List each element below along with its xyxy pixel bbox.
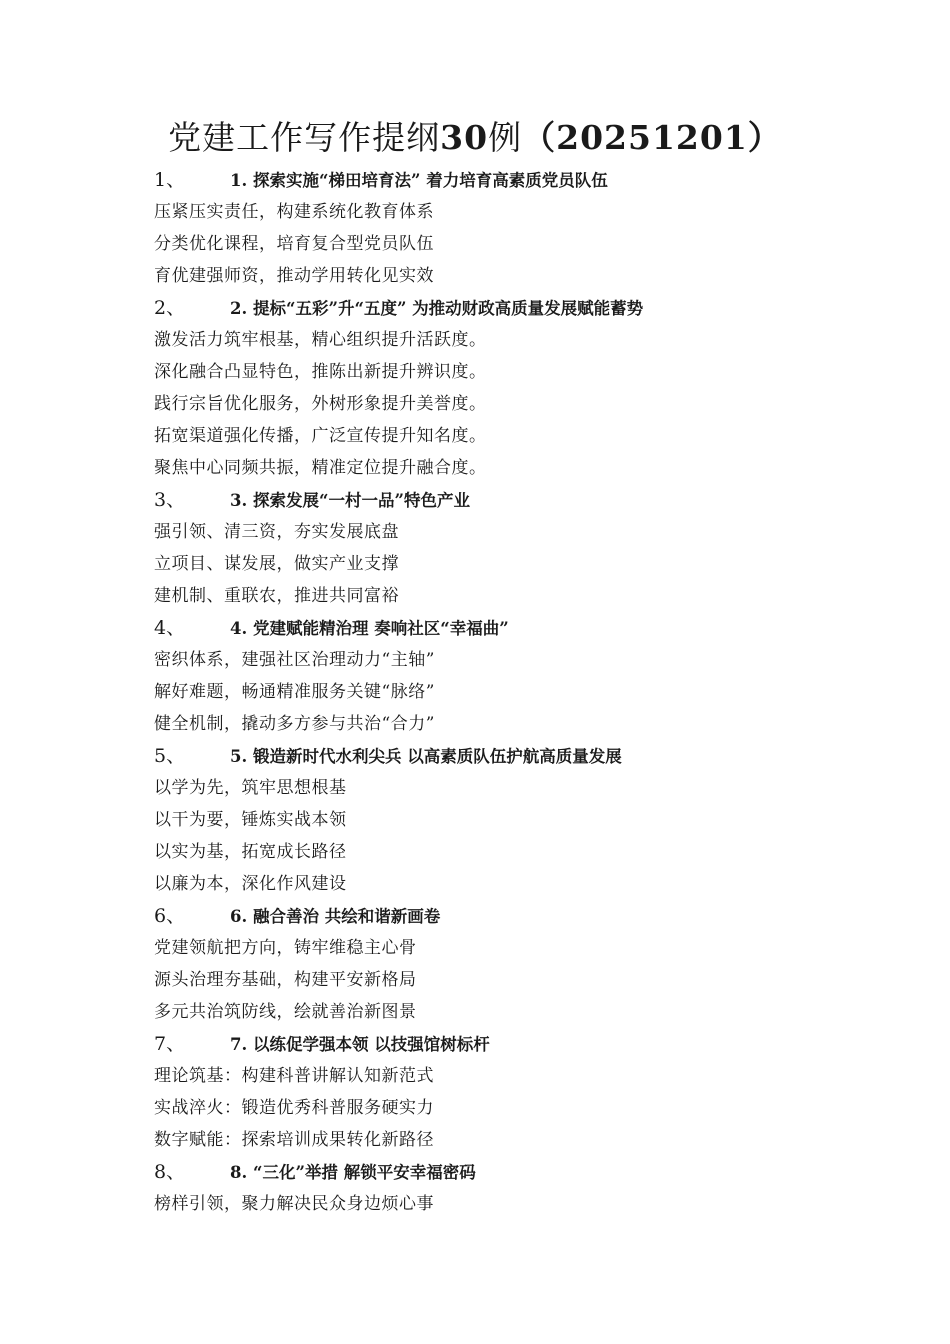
section-item: 育优建强师资，推动学用转化见实效 [154,266,434,286]
section-heading: 5. 锻造新时代水利尖兵 以高素质队伍护航高质量发展 [230,747,622,766]
title-count: 30 [440,118,489,157]
section-item: 健全机制，撬动多方参与共治“合力” [154,714,435,734]
section-number: 5、 [154,745,186,767]
title-unit: 例 [488,118,523,157]
section-number: 1、 [154,169,186,191]
outline-section [154,484,874,612]
section-number: 3、 [154,489,186,511]
section-item: 实战淬火：锻造优秀科普服务硬实力 [154,1098,434,1118]
section-heading: 8. “三化”举措 解锁平安幸福密码 [230,1163,476,1182]
section-item: 建机制、重联农，推进共同富裕 [154,586,399,606]
title-date: （20251201） [522,118,782,157]
section-heading-row [154,292,874,324]
section-number: 6、 [154,905,186,927]
section-number: 7、 [154,1033,186,1055]
section-heading-row [154,1028,874,1060]
section-item: 分类优化课程，培育复合型党员队伍 [154,234,434,254]
section-heading-row [154,900,874,932]
section-item: 源头治理夯基础，构建平安新格局 [154,970,417,990]
outline-section [154,612,874,740]
outline-section [154,900,874,1028]
section-heading: 4. 党建赋能精治理 奏响社区“幸福曲” [230,619,509,638]
section-heading-row [154,1156,874,1188]
outline-section [154,1156,874,1220]
section-item: 激发活力筑牢根基，精心组织提升活跃度。 [154,330,487,350]
section-heading-row [154,484,874,516]
section-number: 4、 [154,617,186,639]
section-heading: 1. 探索实施“梯田培育法” 着力培育高素质党员队伍 [230,171,608,190]
section-item: 践行宗旨优化服务，外树形象提升美誉度。 [154,394,487,414]
document-title [0,112,950,164]
section-item: 拓宽渠道强化传播，广泛宣传提升知名度。 [154,426,487,446]
section-item: 聚焦中心同频共振，精准定位提升融合度。 [154,458,487,478]
section-heading-row [154,164,874,196]
section-item: 以廉为本，深化作风建设 [154,874,347,894]
section-item: 党建领航把方向，铸牢维稳主心骨 [154,938,417,958]
section-item: 以干为要，锤炼实战本领 [154,810,347,830]
section-item: 密织体系，建强社区治理动力“主轴” [154,650,435,670]
section-item: 以实为基，拓宽成长路径 [154,842,347,862]
section-heading: 6. 融合善治 共绘和谐新画卷 [230,907,441,926]
section-number: 8、 [154,1161,186,1183]
section-item: 多元共治筑防线，绘就善治新图景 [154,1002,417,1022]
section-heading: 2. 提标“五彩”升“五度” 为推动财政高质量发展赋能蓄势 [230,299,644,318]
section-item: 榜样引领，聚力解决民众身边烦心事 [154,1194,434,1214]
section-heading: 7. 以练促学强本领 以技强馆树标杆 [230,1035,490,1054]
section-item: 理论筑基：构建科普讲解认知新范式 [154,1066,434,1086]
section-item: 解好难题，畅通精准服务关键“脉络” [154,682,435,702]
section-item: 压紧压实责任，构建系统化教育体系 [154,202,434,222]
section-item: 立项目、谋发展，做实产业支撑 [154,554,399,574]
section-number: 2、 [154,297,186,319]
outline-section [154,164,874,292]
outline-sections [154,164,874,1220]
section-item: 以学为先，筑牢思想根基 [154,778,347,798]
section-heading: 3. 探索发展“一村一品”特色产业 [230,491,470,510]
outline-section [154,1028,874,1156]
title-text: 党建工作写作提纲 [168,118,441,157]
section-heading-row [154,612,874,644]
outline-section [154,740,874,900]
section-item: 深化融合凸显特色，推陈出新提升辨识度。 [154,362,487,382]
section-heading-row [154,740,874,772]
section-item: 强引领、清三资，夯实发展底盘 [154,522,399,542]
outline-section [154,292,874,484]
section-item: 数字赋能：探索培训成果转化新路径 [154,1130,434,1150]
